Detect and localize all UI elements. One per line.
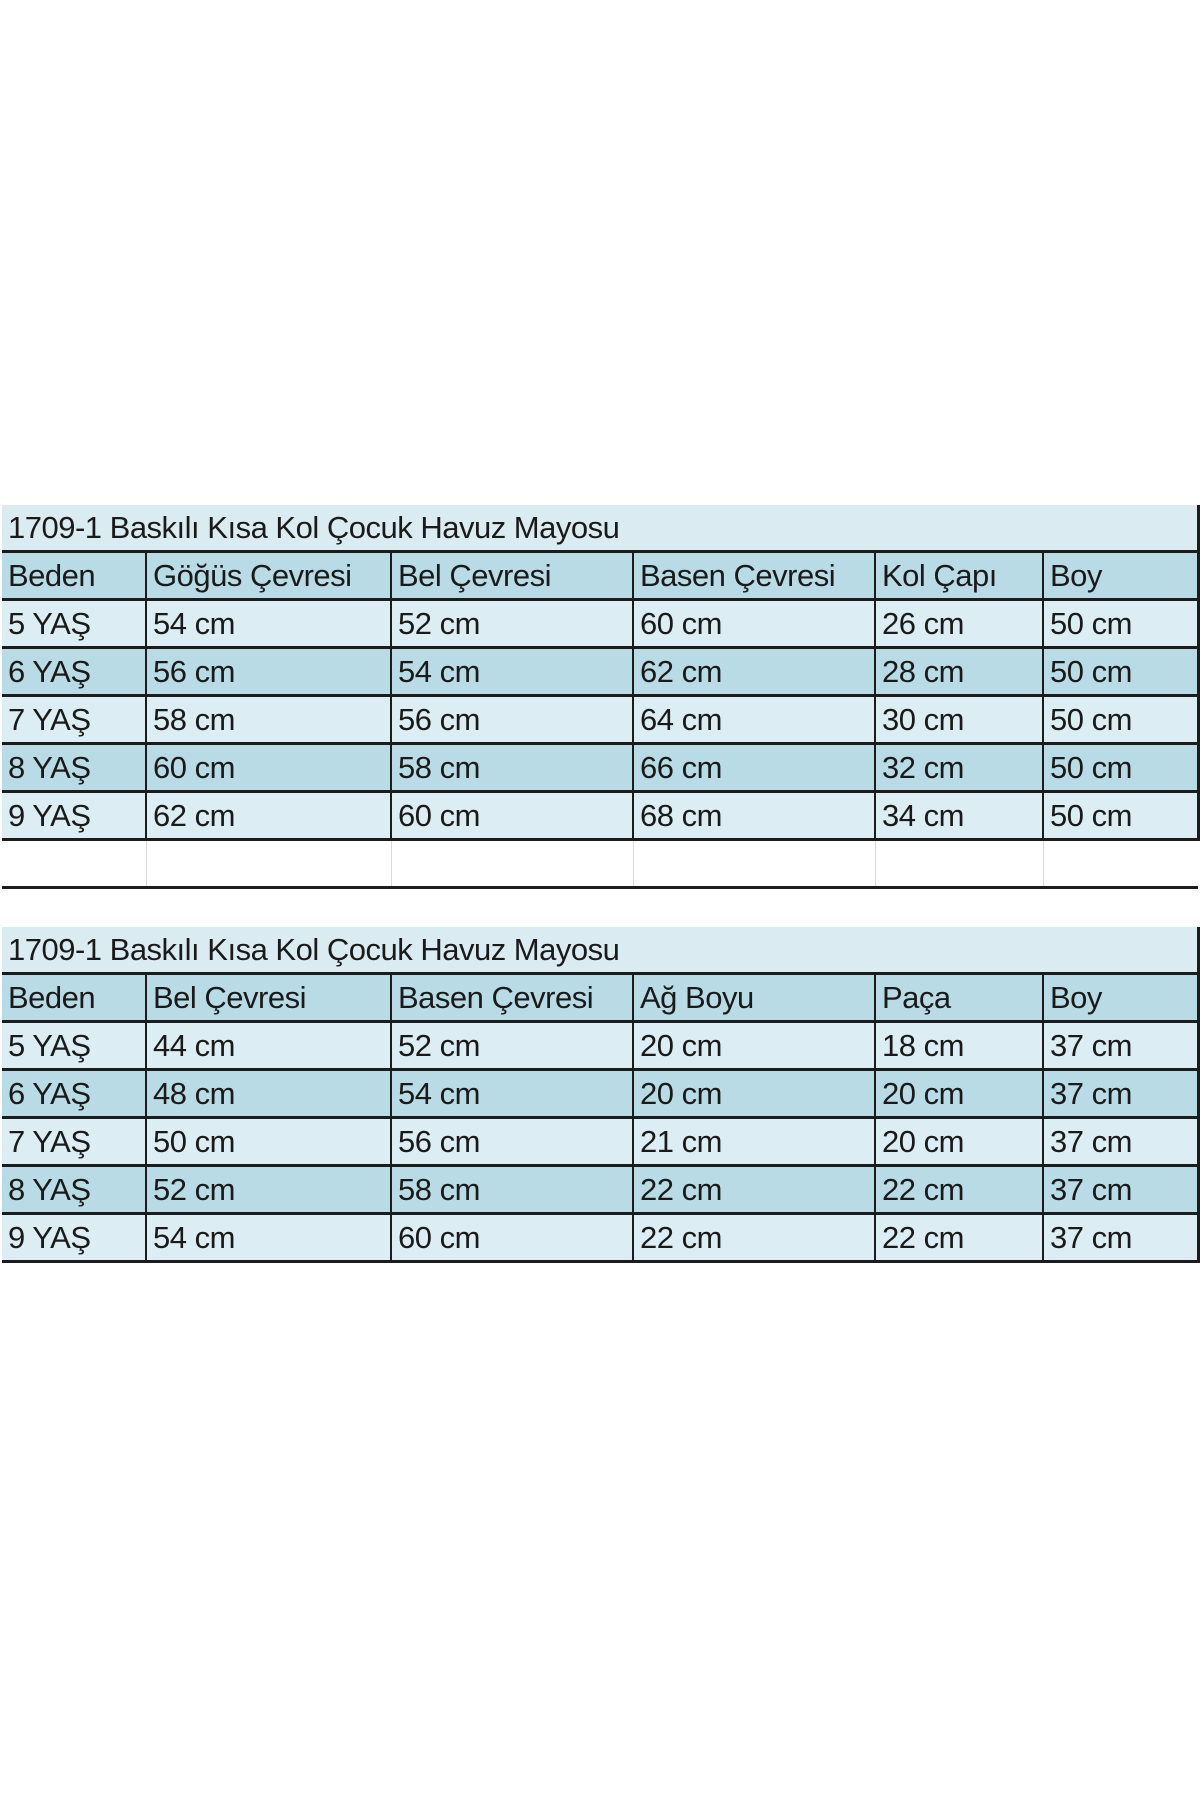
table-cell: 30 cm [875,696,1043,744]
table-row [2,600,1198,648]
table-cell: 28 cm [875,648,1043,696]
header-cell: Beden [2,974,146,1022]
header-cell: Boy [1043,974,1198,1022]
table-cell: 60 cm [391,1214,633,1262]
header-cell: Ağ Boyu [633,974,875,1022]
header-cell: Beden [2,552,146,600]
empty-cell [1043,840,1198,888]
table-row [2,696,1198,744]
table-cell: 37 cm [1043,1166,1198,1214]
table-cell: 52 cm [391,1022,633,1070]
table-cell: 37 cm [1043,1118,1198,1166]
table-row [2,1214,1198,1262]
table-cell: 54 cm [146,1214,391,1262]
header-cell: Paça [875,974,1043,1022]
header-cell: Basen Çevresi [391,974,633,1022]
table-cell: 56 cm [391,696,633,744]
table-cell: 20 cm [875,1070,1043,1118]
header-cell: Kol Çapı [875,552,1043,600]
table-header-row [2,552,1198,600]
spacer-row [2,840,1198,888]
table-cell: 60 cm [633,600,875,648]
header-cell: Bel Çevresi [391,552,633,600]
table-cell: 18 cm [875,1022,1043,1070]
empty-cell [633,840,875,888]
size-chart-bottom [2,927,1198,1263]
table-cell: 37 cm [1043,1070,1198,1118]
empty-cell [875,840,1043,888]
table-cell: 50 cm [1043,792,1198,840]
table-cell: 22 cm [875,1214,1043,1262]
table-title-row [2,927,1198,974]
header-cell: Göğüs Çevresi [146,552,391,600]
table-cell: 68 cm [633,792,875,840]
table-title-row [2,505,1198,552]
table-cell: 56 cm [391,1118,633,1166]
table-cell: 20 cm [633,1070,875,1118]
table-cell: 6 YAŞ [2,648,146,696]
table-cell: 6 YAŞ [2,1070,146,1118]
table-row [2,1070,1198,1118]
table-title: 1709-1 Baskılı Kısa Kol Çocuk Havuz Mayosu [2,505,1198,552]
table-cell: 34 cm [875,792,1043,840]
table-cell: 5 YAŞ [2,1022,146,1070]
table-cell: 9 YAŞ [2,1214,146,1262]
table-cell: 50 cm [1043,648,1198,696]
table-cell: 20 cm [875,1118,1043,1166]
table-cell: 21 cm [633,1118,875,1166]
table-cell: 22 cm [633,1214,875,1262]
table-cell: 64 cm [633,696,875,744]
table-cell: 62 cm [633,648,875,696]
table-cell: 60 cm [146,744,391,792]
table-cell: 22 cm [875,1166,1043,1214]
table-cell: 66 cm [633,744,875,792]
table-cell: 9 YAŞ [2,792,146,840]
table-cell: 26 cm [875,600,1043,648]
table-cell: 50 cm [1043,744,1198,792]
table-cell: 8 YAŞ [2,1166,146,1214]
table-cell: 56 cm [146,648,391,696]
empty-cell [146,840,391,888]
table-cell: 62 cm [146,792,391,840]
size-table-top [2,505,1200,889]
table-cell: 58 cm [391,1166,633,1214]
table-row [2,744,1198,792]
table-cell: 50 cm [1043,600,1198,648]
table-row [2,1166,1198,1214]
table-cell: 60 cm [391,792,633,840]
table-row [2,792,1198,840]
table-cell: 20 cm [633,1022,875,1070]
size-chart-top [2,505,1198,889]
table-cell: 37 cm [1043,1022,1198,1070]
table-cell: 50 cm [1043,696,1198,744]
table-cell: 54 cm [146,600,391,648]
table-title: 1709-1 Baskılı Kısa Kol Çocuk Havuz Mayosu [2,927,1198,974]
table-cell: 37 cm [1043,1214,1198,1262]
table-cell: 44 cm [146,1022,391,1070]
size-table-bottom [2,927,1200,1263]
table-cell: 50 cm [146,1118,391,1166]
table-cell: 7 YAŞ [2,1118,146,1166]
table-cell: 8 YAŞ [2,744,146,792]
empty-cell [391,840,633,888]
table-cell: 54 cm [391,1070,633,1118]
table-header-row [2,974,1198,1022]
empty-cell [2,840,146,888]
table-cell: 32 cm [875,744,1043,792]
table-cell: 52 cm [391,600,633,648]
table-cell: 48 cm [146,1070,391,1118]
header-cell: Bel Çevresi [146,974,391,1022]
table-row [2,1022,1198,1070]
header-cell: Basen Çevresi [633,552,875,600]
table-cell: 58 cm [146,696,391,744]
header-cell: Boy [1043,552,1198,600]
table-row [2,648,1198,696]
table-cell: 7 YAŞ [2,696,146,744]
table-cell: 5 YAŞ [2,600,146,648]
table-cell: 52 cm [146,1166,391,1214]
table-row [2,1118,1198,1166]
table-cell: 58 cm [391,744,633,792]
table-cell: 22 cm [633,1166,875,1214]
table-cell: 54 cm [391,648,633,696]
